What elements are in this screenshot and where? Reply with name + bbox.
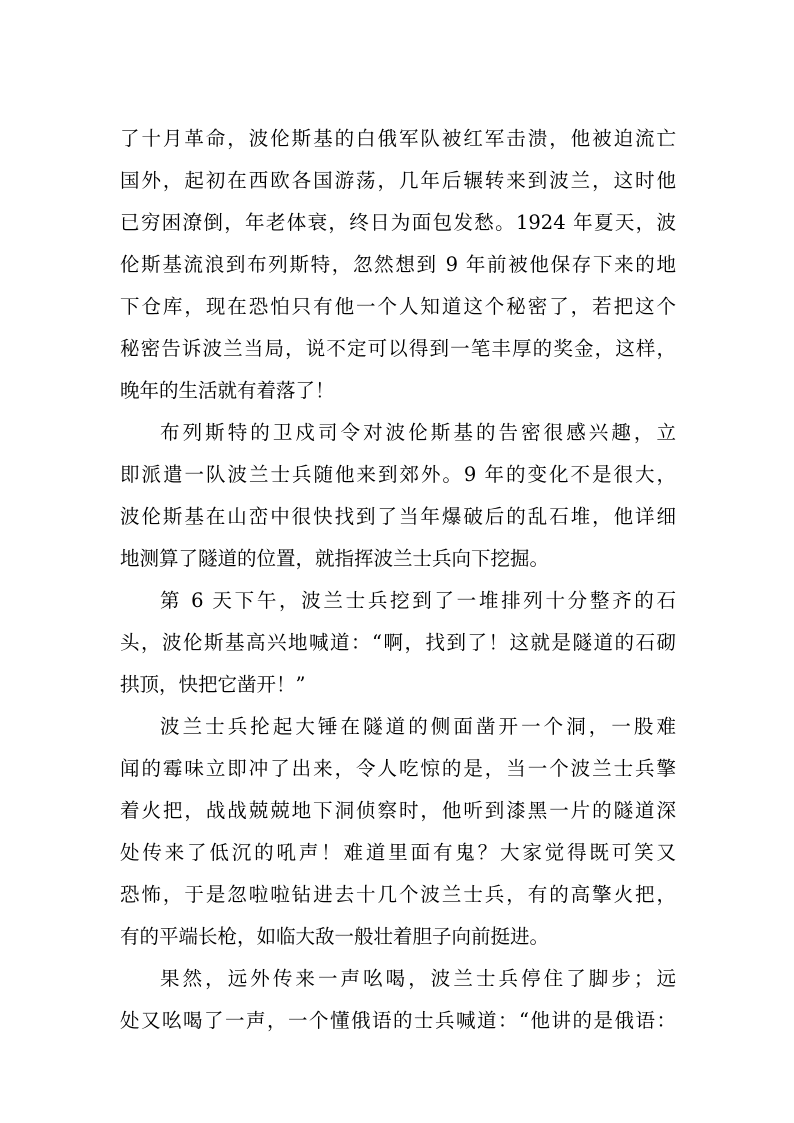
text-line: 恐怖，于是忽啦啦钻进去十几个波兰士兵，有的高擎火把， <box>120 883 676 906</box>
text-line: 下仓库，现在恐怕只有他一个人知道这个秘密了，若把这个 <box>120 295 676 318</box>
text-line: 晚年的生活就有着落了！ <box>120 379 335 402</box>
text-line: 秘密告诉波兰当局，说不定可以得到一笔丰厚的奖金，这样， <box>120 337 676 360</box>
text-line: 处又吆喝了一声，一个懂俄语的士兵喊道：“他讲的是俄语： <box>120 1009 676 1032</box>
text-line: 已穷困潦倒，年老体衰，终日为面包发愁。1924 年夏天，波 <box>120 211 676 234</box>
text-line: 第 6 天下午，波兰士兵挖到了一堆排列十分整齐的石 <box>160 589 676 612</box>
text-line: 即派遣一队波兰士兵随他来到郊外。9 年的变化不是很大， <box>120 463 676 486</box>
text-line: 闻的霉味立即冲了出来，令人吃惊的是，当一个波兰士兵擎 <box>120 757 676 780</box>
text-line: 处传来了低沉的吼声！难道里面有鬼？大家觉得既可笑又 <box>120 841 676 864</box>
text-line: 波兰士兵抡起大锤在隧道的侧面凿开一个洞，一股难 <box>160 715 676 738</box>
text-line: 拱顶，快把它凿开！” <box>120 673 306 696</box>
text-line: 有的平端长枪，如临大敌一般壮着胆子向前挺进。 <box>120 925 550 948</box>
text-line: 着火把，战战兢兢地下洞侦察时，他听到漆黑一片的隧道深 <box>120 799 676 822</box>
text-line: 了十月革命，波伦斯基的白俄军队被红军击溃，他被迫流亡 <box>120 127 676 150</box>
text-line: 波伦斯基在山峦中很快找到了当年爆破后的乱石堆，他详细 <box>120 505 676 528</box>
text-line: 头，波伦斯基高兴地喊道：“啊，找到了！这就是隧道的石砌 <box>120 631 676 654</box>
text-line: 果然，远外传来一声吆喝，波兰士兵停住了脚步；远 <box>160 967 676 990</box>
text-line: 国外，起初在西欧各国游荡，几年后辗转来到波兰，这时他 <box>120 169 676 192</box>
text-line: 伦斯基流浪到布列斯特，忽然想到 9 年前被他保存下来的地 <box>120 253 676 276</box>
text-line: 布列斯特的卫戍司令对波伦斯基的告密很感兴趣，立 <box>160 421 676 444</box>
text-line: 地测算了隧道的位置，就指挥波兰士兵向下挖掘。 <box>120 547 550 570</box>
